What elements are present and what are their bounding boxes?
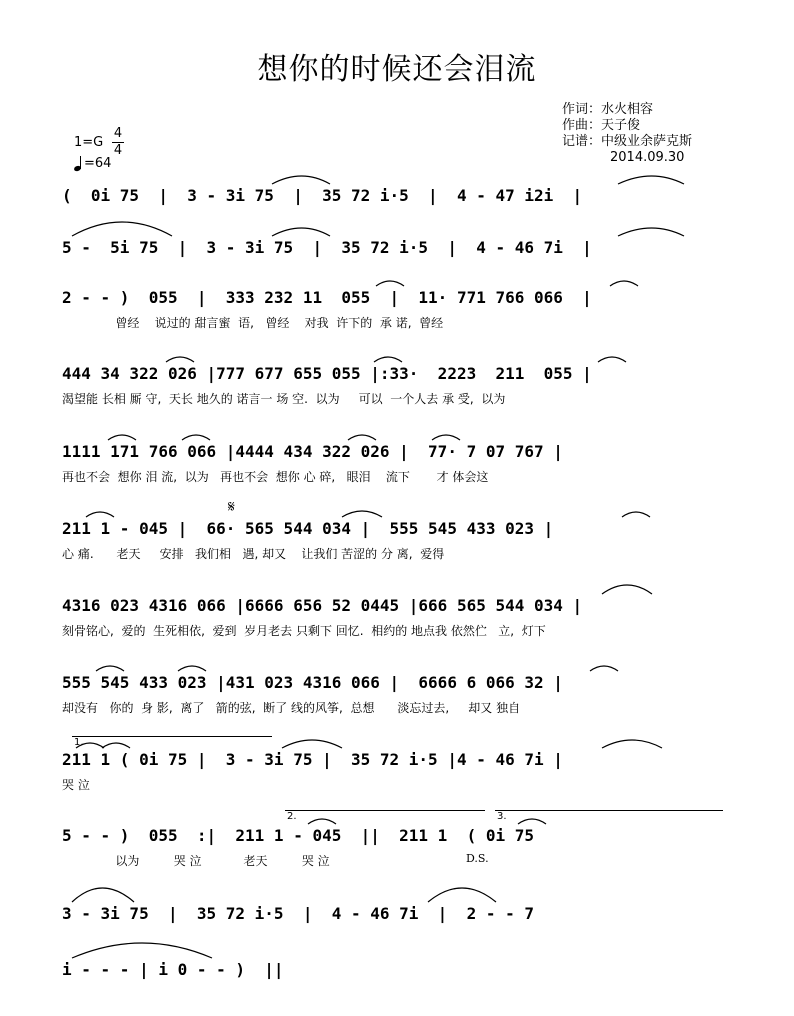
lyrics-line	[62, 986, 730, 1004]
slur-marks	[62, 802, 730, 826]
slur-marks	[62, 418, 730, 442]
transcriber-credit: 记谱：中级业余萨克斯	[562, 134, 693, 149]
lyrics-line: 心 痛. 老天 安排 我们相 遇, 却又 让我们 苦涩的 分 离, 爱得	[62, 547, 445, 561]
volta-2-label: 2.	[287, 811, 297, 822]
slur-marks	[62, 880, 730, 904]
lyrics-line: 刻骨铭心, 爱的 生死相依, 爱到 岁月老去 只剩下 回忆. 相约的 地点我 依然伫 立, 灯下	[62, 624, 546, 638]
lyrics-line: 渴望能 长相 厮 守, 天长 地久的 诺言一 场 空. 以为 可以 一个人去 承 受, 以为	[62, 392, 506, 406]
time-signature-top: 4	[113, 126, 123, 141]
lyrics-line: 曾经 说过的 甜言蜜 语, 曾经 对我 许下的 承 诺, 曾经	[62, 316, 444, 330]
time-signature-bottom: 4	[113, 143, 123, 158]
volta-1-label: 1.	[74, 737, 84, 748]
notes-line: 3 - 3i 75 | 35 72 i·5 | 4 - 46 7i | 2 - - 7	[62, 904, 535, 923]
notes-line: ( 0i 75 | 3 - 3i 75 | 35 72 i·5 | 4 - 47 i2i |	[62, 186, 583, 205]
lyrics-line: 却没有 你的 身 影, 离了 箭的弦, 断了 线的风筝, 总想 淡忘过去, 却又 独自	[62, 701, 521, 715]
composer-credit: 作曲：天子俊	[562, 118, 641, 133]
slur-marks	[62, 572, 730, 596]
slur-marks	[62, 936, 730, 960]
notes-line: 4316 023 4316 066 |6666 656 52 0445 |666 565 544 034 |	[62, 596, 583, 615]
notes-line: i - - - | i 0 - - ) ||	[62, 960, 284, 979]
lyrics-line: 再也不会 想你 泪 流, 以为 再也不会 想你 心 碎, 眼泪 流下 才 体会这	[62, 470, 489, 484]
key-signature: 1=G	[74, 135, 104, 150]
slur-marks	[62, 495, 730, 519]
lyricist-credit: 作词：水火相容	[562, 102, 654, 117]
notes-line: 2 - - ) 055 | 333 232 11 055 | 11· 771 766 066 |	[62, 288, 592, 307]
notes-line: 211 1 - 045 | 66· 565 544 034 | 555 545 433 023 |	[62, 519, 554, 538]
notes-line: 211 1 ( 0i 75 | 3 - 3i 75 | 35 72 i·5 |4 - 46 7i |	[62, 750, 563, 769]
lyrics-line: 哭 泣	[62, 778, 90, 792]
notes-line: 444 34 322 026 |777 677 655 055 |:33· 2223 211 055 |	[62, 364, 592, 383]
notes-line: 5 - - ) 055 :| 211 1 - 045 || 211 1 ( 0i 75	[62, 826, 535, 845]
song-title: 想你的时候还会泪流	[257, 52, 537, 87]
notes-line: 555 545 433 023 |431 023 4316 066 | 6666 6 066 32 |	[62, 673, 563, 692]
time-signature	[112, 126, 124, 159]
volta-3-label: 3.	[497, 811, 507, 822]
slur-marks	[62, 214, 730, 238]
lyrics-line: 以为 哭 泣 老天 哭 泣	[62, 854, 330, 868]
slur-marks	[62, 726, 730, 750]
slur-marks	[62, 264, 730, 288]
notes-line: 1111 171 766 066 |4444 434 322 026 | 77· 7 07 767 |	[62, 442, 563, 461]
segno-sign: 𝄋	[228, 497, 235, 516]
tempo-value: =64	[84, 156, 112, 171]
slur-marks	[62, 649, 730, 673]
ds-marking: D.S.	[466, 852, 489, 865]
notes-line: 5 - 5i 75 | 3 - 3i 75 | 35 72 i·5 | 4 - 46 7i |	[62, 238, 592, 257]
date-credit: 2014.09.30	[610, 150, 685, 165]
slur-marks	[62, 162, 730, 186]
credits-block	[562, 102, 692, 166]
slur-marks	[62, 340, 730, 364]
